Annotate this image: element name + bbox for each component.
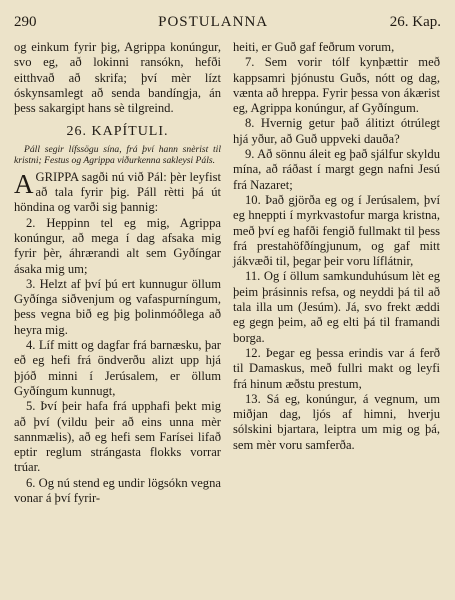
- verse-1: [14, 170, 221, 216]
- verse-10: 10. Það gjörða eg og í Jerúsalem, því eg hneppti í myrkvastofur marga kristna, með því eg hafði fengið fullmakt til þess frá prestahöfðíngjunum, og gaf mitt jákvæði til, þegar þeir voru líflátnir,: [233, 192, 440, 269]
- chapter-reference: 26. Kap.: [389, 14, 441, 30]
- chapter-summary: Páll segir lífssögu sína, frá því hann snèrist til kristni; Festus og Agrippa viðurkenna sakleysi Páls.: [14, 143, 221, 166]
- verse-11: 11. Og í öllum samkunduhúsum lèt eg þeim þrásinnis refsa, og neyddi þá til að tala illa um (Jesúm). Já, svo frekt æddi eg gegn þeim, að eg elti þá til framandi borga.: [233, 269, 440, 345]
- right-column: [233, 40, 440, 506]
- verse-8: 8. Hvernig getur það álitizt ótrúlegt hjá yður, að Guð uppveki dauða?: [233, 116, 440, 146]
- continued-verse: og einkum fyrir þig, Agrippa konúngur, svo eg, að lokinni ransókn, hefði eitthvað að skrifa; því mèr lízt óskynsamlegt að senda bandíngja, án þess sakargipt hans sè tilgreind.: [14, 40, 221, 116]
- verse-2: 2. Heppinn tel eg mig, Agrippa konúngur, að mega í dag afsaka mig fyrir þèr, áhrærandi alt sem Gyðíngar ásaka mig um;: [14, 215, 221, 276]
- chapter-title: 26. KAPÍTULI.: [66, 124, 169, 140]
- text-columns: [14, 40, 441, 506]
- verse-13: 13. Sá eg, konúngur, á vegnum, um miðjan dag, ljós af himni, hverju sólskini bjartara, leiptra um mig og þá, sem mèr voru samferða.: [233, 391, 440, 452]
- running-title: POSTULANNA: [158, 14, 269, 30]
- page-number: 290: [14, 14, 37, 30]
- left-column: [14, 40, 221, 506]
- verse-7: 7. Sem vorir tólf kynþættir með kappsamri þjónustu Guðs, nótt og dag, vænta að hreppa. Fyrir þessa von ákærist eg, Agrippa konúngur, af Gyðíngum.: [233, 55, 440, 116]
- drop-cap: A: [14, 168, 34, 199]
- verse-3: 3. Helzt af því þú ert kunnugur öllum Gyðínga siðvenjum og vafaspurníngum, þess vegna bið eg þig þolinmóðlega að heyra mig.: [14, 276, 221, 337]
- verse-4: 4. Líf mitt og dagfar frá barnæsku, þar eð eg hefi frá öndverðu alizt upp hjá þjóð minni í Jerúsalem, er öllum Gyðíngum kunnugt,: [14, 338, 221, 398]
- verse-6: 6. Og nú stend eg undir lögsókn vegna vonar á því fyrir-: [14, 475, 221, 506]
- continued-verse: heiti, er Guð gaf feðrum vorum,: [233, 40, 395, 54]
- verse-5: 5. Því þeir hafa frá upphafi þekt mig að því (vildu þeir að eins unna mèr sannmælis), að eg hefi sem Farísei lifað eptir reglum strángasta flokks vorrar trúar.: [14, 399, 221, 475]
- running-header: [14, 14, 441, 34]
- verse-9: 9. Að sönnu áleit eg það sjálfur skyldu mína, að ráðast í margt gegn nafni Jesú frá Nazaret;: [233, 147, 440, 192]
- verse-12: 12. Þegar eg þessa erindis var á ferð til Damaskus, með fullri makt og leyfi frá hinum æðstu prestum,: [233, 345, 440, 391]
- verse-1-text: GRIPPA sagði nú við Pál: þèr leyfist að tala fyrir þig. Páll rètti þá út höndina og varði sig þannig:: [14, 169, 221, 215]
